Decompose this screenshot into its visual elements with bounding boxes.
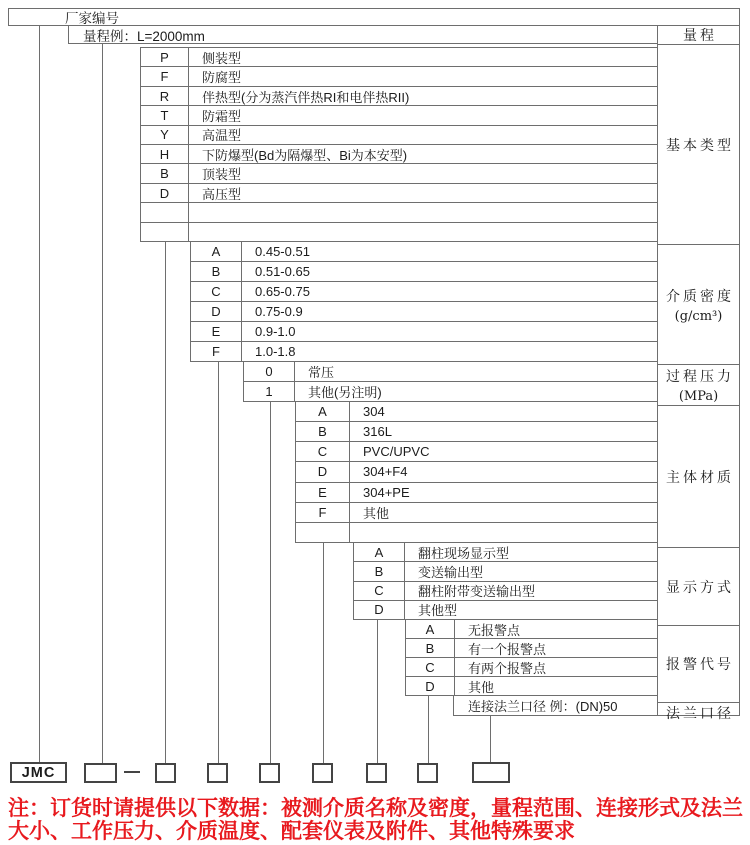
table-row: A 0.45-0.51: [191, 242, 657, 262]
connector-line: [428, 696, 429, 763]
model-code-box: [10, 762, 67, 783]
side-label-body-material: 主体材质: [658, 406, 739, 548]
table-row: B 顶装型: [141, 164, 657, 183]
table-row: B 变送输出型: [354, 562, 657, 581]
display-mode-table: [353, 543, 657, 620]
table-row: H 下防爆型(Bd为隔爆型、Bi为本安型): [141, 145, 657, 164]
code-box-range: [155, 763, 176, 783]
code-box-alarm: [417, 763, 438, 783]
table-row: C 翻柱附带变送输出型: [354, 582, 657, 601]
table-row: D 304+F4: [296, 462, 657, 482]
table-row: 连接法兰口径 例：(DN)50: [468, 699, 618, 714]
table-row: F 其他: [296, 503, 657, 523]
basic-type-table: [140, 47, 657, 242]
medium-density-table: [190, 242, 657, 362]
connector-line: [377, 620, 378, 763]
flange-size-row: [453, 696, 657, 716]
ordering-note-line2: 大小、工作压力、介质温度、配套仪表及附件、其他特殊要求: [8, 820, 575, 843]
table-row: F 1.0-1.8: [191, 342, 657, 361]
table-row: A 翻柱现场显示型: [354, 543, 657, 562]
alarm-code-table: [405, 620, 657, 696]
side-label-basic-type: 基本类型: [658, 45, 739, 245]
table-row: D 其他型: [354, 601, 657, 619]
table-row: 0 常压: [244, 362, 657, 382]
table-row: C 0.65-0.75: [191, 282, 657, 302]
connector-line: [270, 402, 271, 763]
side-label-column: [657, 26, 740, 722]
table-row: E 0.9-1.0: [191, 322, 657, 342]
manufacturer-number-label: 厂家编号: [65, 11, 119, 26]
ordering-note-line1: 注：订货时请提供以下数据：被测介质名称及密度，量程范围、连接形式及法兰: [8, 797, 743, 820]
table-row: 1 其他(另注明): [244, 382, 657, 401]
connector-line: [218, 362, 219, 763]
model-code-label: JMC: [21, 764, 56, 781]
side-label-range: 量程: [658, 26, 739, 45]
connector-line: [102, 44, 103, 763]
side-label-alarm-code: 报警代号: [658, 626, 739, 703]
table-row: B 0.51-0.65: [191, 262, 657, 282]
connector-line: [490, 716, 491, 763]
connector-line: [39, 26, 40, 762]
table-row: A 无报警点: [406, 620, 657, 639]
table-row: B 有一个报警点: [406, 639, 657, 658]
side-label-process-pressure: 过程压力 (MPa): [658, 365, 739, 406]
table-row: [296, 523, 657, 542]
table-row: [141, 223, 657, 241]
table-row: P 侧装型: [141, 48, 657, 67]
side-label-flange-size: 法兰口径: [666, 706, 734, 722]
table-row: T 防霜型: [141, 106, 657, 125]
table-row: R 伴热型(分为蒸汽伴热RI和电伴热RII): [141, 87, 657, 106]
code-box-density: [207, 763, 228, 783]
table-row: [141, 203, 657, 222]
table-row: E 304+PE: [296, 483, 657, 503]
table-row: Y 高温型: [141, 126, 657, 145]
table-row: D 高压型: [141, 184, 657, 203]
body-material-table: [295, 402, 657, 543]
code-box-pressure: [259, 763, 280, 783]
connector-line: [165, 242, 166, 763]
code-box-display: [366, 763, 387, 783]
table-row: B 316L: [296, 422, 657, 442]
table-row: F 防腐型: [141, 67, 657, 86]
range-example-row: [68, 26, 657, 44]
code-box-basic-type: [84, 763, 117, 783]
side-label-display-mode: 显示方式: [658, 548, 739, 626]
process-pressure-table: [243, 362, 657, 402]
connector-line: [323, 543, 324, 763]
table-row: C PVC/UPVC: [296, 442, 657, 462]
dash-separator: [124, 771, 140, 773]
manufacturer-number-row: [8, 8, 740, 26]
table-row: C 有两个报警点: [406, 658, 657, 677]
code-box-material: [312, 763, 333, 783]
side-label-medium-density: 介质密度 (g/cm³): [658, 245, 739, 365]
table-row: A 304: [296, 402, 657, 422]
table-row: D 其他: [406, 677, 657, 695]
code-box-flange: [472, 762, 510, 783]
table-row: D 0.75-0.9: [191, 302, 657, 322]
range-example-label: 量程例：L=2000mm: [83, 28, 205, 44]
